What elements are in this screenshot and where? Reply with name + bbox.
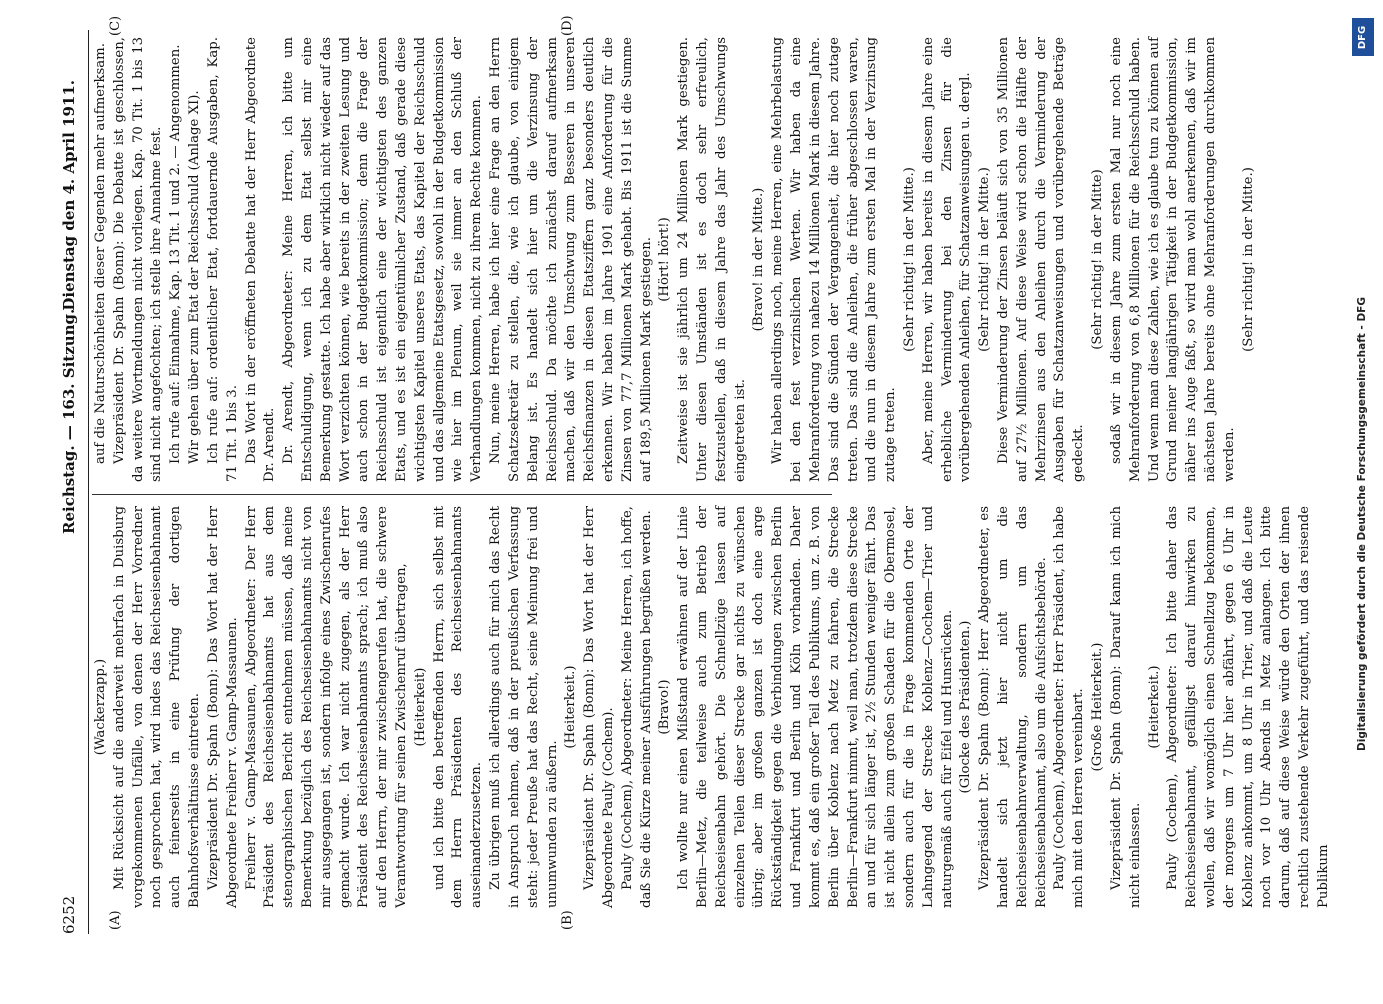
margin-marker-b: (B) <box>560 910 575 930</box>
paragraph: Das Wort in der eröffneten Debatte hat der Herr Abgeordnete Dr. Arendt. <box>243 37 278 482</box>
paragraph: Diese Verminderung der Zinsen beläuft sich von 35 Millionen auf 27½ Millionen. Auf diese Weise wird schon die Hälfte der Mehrzinsen aus den Anleihen durch die Verminderung der Ausgaben für Schatzanweisungen und vorübergehende Beträge gedeckt. <box>996 37 1087 482</box>
paragraph: auf die Naturschönheiten dieser Gegenden mehr aufmerksam. <box>93 43 108 464</box>
paragraph: Ich rufe auf: Einnahme, Kap. 13 Tit. 1 und 2. — Angenommen. <box>168 44 184 464</box>
paragraph: sodaß wir in diesem Jahre zum ersten Mal nur noch eine Mehranforderung von 6,8 Millionen für die Reichsschuld haben. Und wenn man diese Zahlen, wie ich es glaube tun zu können auf Grund meiner langjährigen Tätigkeit in der Budgetkommission, näher ins Auge faßt, so wird man wohl anerkennen, daß wir im nächsten Jahre bereits ohne Mehranforderungen durchkommen werden. <box>1108 37 1237 482</box>
paragraph: Vizepräsident Dr. Spahn (Bonn): Darauf kann ich mich nicht einlassen. <box>1108 506 1143 908</box>
running-title: Reichstag. — 163. Sitzung. <box>60 308 78 534</box>
paragraph: (Sehr richtig! in der Mitte.) <box>1240 167 1256 352</box>
paragraph: (Hört! hört!) <box>657 217 673 302</box>
digitization-sidebar <box>1352 8 1376 993</box>
paragraph: (Große Heiterkeit.) <box>1090 642 1106 772</box>
paragraph: Aber, meine Herren, wir haben bereits in diesem Jahre eine erhebliche Verminderung bei den Zinsen für die vorübergehenden Anleihen, für Schatzanweisungen u. dergl. <box>920 37 974 482</box>
paragraph: Zeitweise ist sie jährlich um 24 Millionen Mark gestiegen. Unter diesen Umständen ist es doch sehr erfreulich, festzustellen, daß in diesem Jahre das Jahr des Umschwungs eingetreten ist. <box>676 37 748 482</box>
paragraph: Wir haben allerdings noch, meine Herren, eine Mehrbelastung bei den fest verzinslichen Werten. Wir haben da eine Mehranforderung von nahezu 14 Millionen Mark in diesem Jahre. Das sind die Sünden der Vergangenheit, die hier noch zutage treten. Das sind die Anleihen, die früher abgeschlossen waren, und die nun in diesem Jahre zum ersten Mal in der Verzinsung zutage treten. <box>770 37 899 482</box>
paragraph: Nun, meine Herren, habe ich hier eine Frage an den Herrn Schatzsekretär zu stellen, die, wie ich glaube, von einigem Belang ist. Es handelt sich hier um die Verzinsung der Reichsschuld. Da möchte ich zunächst darauf aufmerksam machen, daß wir den Umschwung zum Besseren in unseren Reichsfinanzen in diesen Etatsziffern ganz besonders deutlich erkennen. Wir haben im Jahre 1901 eine Anforderung für die Zinsen von 77,7 Millionen Mark gehabt. Bis 1911 ist die Summe auf 189,5 Millionen Mark gestiegen. <box>488 37 654 482</box>
dfg-logo: DFG <box>1352 18 1374 56</box>
paragraph: Vizepräsident Dr. Spahn (Bonn): Das Wort hat der Herr Abgeordnete Pauly (Cochem). <box>582 506 616 908</box>
paragraph: (Heiterkeit.) <box>1146 665 1162 749</box>
paragraph: Pauly (Cochem), Abgeordneter: Herr Präsident, ich habe mich mit den Herren vereinbart. <box>1052 506 1087 908</box>
paragraph: (Bravo! in der Mitte.) <box>751 187 767 332</box>
paragraph: Zu übrigen muß ich allerdings auch für mich das Recht in Anspruch nehmen, daß in der preußischen Verfassung steht: jeder Preuße hat das Recht, seine Meinung frei und unumwunden zu äußern. <box>488 506 560 908</box>
paragraph: Ich rufe auf: ordentlicher Etat, fortdauernde Ausgaben, Kap. 71 Tit. 1 bis 3. <box>205 37 240 482</box>
left-column <box>92 506 1334 908</box>
paragraph: (Wackerzapp.) <box>93 658 108 756</box>
right-column <box>92 37 1258 482</box>
paragraph: Wir gehen über zum Etat der Reichsschuld (Anlage XI). <box>187 90 203 464</box>
paragraph: Vizepräsident Dr. Spahn (Bonn): Die Debatte ist geschlossen, da weitere Wortmeldungen nicht vorliegen. Kap. 70 Tit. 1 bis 13 sind nicht angefochten; ich stelle ihre Annahme fest. <box>111 37 165 482</box>
margin-marker-c: (C) <box>108 15 123 36</box>
paragraph: Dr. Arendt, Abgeordneter: Meine Herren, ich bitte um Entschuldigung, wenn ich zu dem Etat selbst mir eine Bemerkung gestatte. Ich habe aber wirklich nicht wieder auf das Wort verzichten können, wie bereits in der zweiten Lesung und auch schon in der Budgetkommission; denn die Frage der Reichsschuld ist eigentlich eine der wichtigsten des ganzen Etats, und es ist ein eigentümlicher Zustand, daß gerade diese wichtigsten Kapitel unseres Etats, das Kapitel der Reichsschuld und das allgemeine Etatsgesetz, sowohl in der Budgetkommission wie hier im Plenum, weil sie immer an den Schluß der Verhandlungen kommen, nicht zu ihrem Rechte kommen. <box>281 37 485 482</box>
paragraph: (Sehr richtig! in der Mitte.) <box>977 167 993 352</box>
paragraph: (Glocke des Präsidenten.) <box>958 620 974 794</box>
paragraph: und ich bitte den betreffenden Herrn, sich selbst mit dem Herrn Präsidenten des Reichseisenbahnamts auseinanderzusetzen. <box>431 506 485 908</box>
paragraph: Mit Rücksicht auf die anderweit mehrfach in Duisburg vorgekommenen Unfälle, von denen der Herr Vorredner noch gesprochen hat, wird indes das Reichseisenbahnamt auch feinerseits in eine Prüfung der dortigen Bahnhofsverhältnisse eintreten. <box>111 506 203 908</box>
paragraph: Vizepräsident Dr. Spahn (Bonn): Herr Abgeordneter, es handelt sich jetzt hier nicht um die Reichseisenbahnverwaltung, sondern um das Reichseisenbahnamt, also um die Aufsichtsbehörde. <box>977 506 1049 908</box>
paragraph: Pauly (Cochem), Abgeordneter: Ich bitte daher das Reichseisenbahnamt, gefälligst darauf hinwirken zu wollen, daß wir womöglich einen Schnellzug bekommen, der morgens um 7 Uhr hier abfährt, gegen 6 Uhr in Koblenz ankommt, um 8 Uhr in Trier, und daß die Leute noch vor 10 Uhr Abends in Metz anlangen. Ich bitte darum, daß auf diese Weise würde den Orten der ihnen rechtlich zustehende Verkehr zugeführt, und das reisende Publikum <box>1165 506 1331 908</box>
paragraph: (Heiterkeit.) <box>563 665 579 749</box>
paragraph: (Sehr richtig! in der Mitte) <box>1090 169 1106 350</box>
column-divider <box>92 494 832 495</box>
paragraph: Ich wollte nur einen Mißstand erwähnen auf der Linie Berlin—Metz, die teilweise auch zum Betrieb der Reichseisenbahn gehört. Die Schnellzüge lassen auf einzelnen Teilen dieser Strecke gar nichts zu wünschen übrig; aber im großen ganzen ist doch eine arge Rückständigkeit gegen die Verbindungen zwischen Berlin und Frankfurt und Berlin und Köln vorhanden. Daher kommt es, daß ein großer Teil des Publikums, um z. B. von Berlin über Koblenz nach Metz zu fahren, die Strecke Berlin—Frankfurt nimmt, weil man, trotzdem diese Strecke an und für sich länger ist, 2½ Stunden weniger fährt. Das ist nicht allein zum großen Schaden für die Obermosel, sondern auch für die in Frage kommenden Orte der Lahngegend der Strecke Koblenz—Cochem—Trier und naturgemäß auch für Eifel und Hunsrücken. <box>676 506 955 908</box>
paragraph: Vizepräsident Dr. Spahn (Bonn): Das Wort hat der Herr Abgeordnete Freiherr v. Gamp-Massaunen. <box>205 506 240 908</box>
paragraph: (Bravo!) <box>657 679 673 735</box>
margin-marker-a: (A) <box>108 910 123 930</box>
margin-marker-d: (D) <box>560 15 575 36</box>
paragraph: Freiherr v. Gamp-Massaunen, Abgeordneter: Der Herr Präsident des Reichseisenbahnamts hat aus dem stenographischen Bericht entnehmen müssen, daß meine Bemerkung bezüglich des Reichseisenbahnamts nicht von mir ausgegangen ist, sondern infolge eines Zwischenrufes gemacht wurde. Ich war nicht zugegen, als der Herr Präsident des Reichseisenbahnamts sprach; ich muß also auf den Herrn, der mir zwischengerufen hat, die schwere Verantwortung für seinen Zwischenruf übertragen, <box>243 506 409 908</box>
digitization-credit: Digitalisierung gefördert durch die Deutsche Forschungsgemeinschaft - DFG <box>1356 297 1368 751</box>
session-date: Dienstag den 4. April 1911. <box>60 80 78 311</box>
page-header <box>28 30 89 934</box>
page-number: 6252 <box>60 895 78 934</box>
paragraph: (Heiterkeit) <box>412 667 428 747</box>
paragraph: Pauly (Cochem), Abgeordneter: Meine Herren, ich hoffe, daß Sie die Kürze meiner Ausführungen begrüßen werden. <box>619 506 654 908</box>
paragraph: (Sehr richtig! in der Mitte.) <box>901 167 917 352</box>
